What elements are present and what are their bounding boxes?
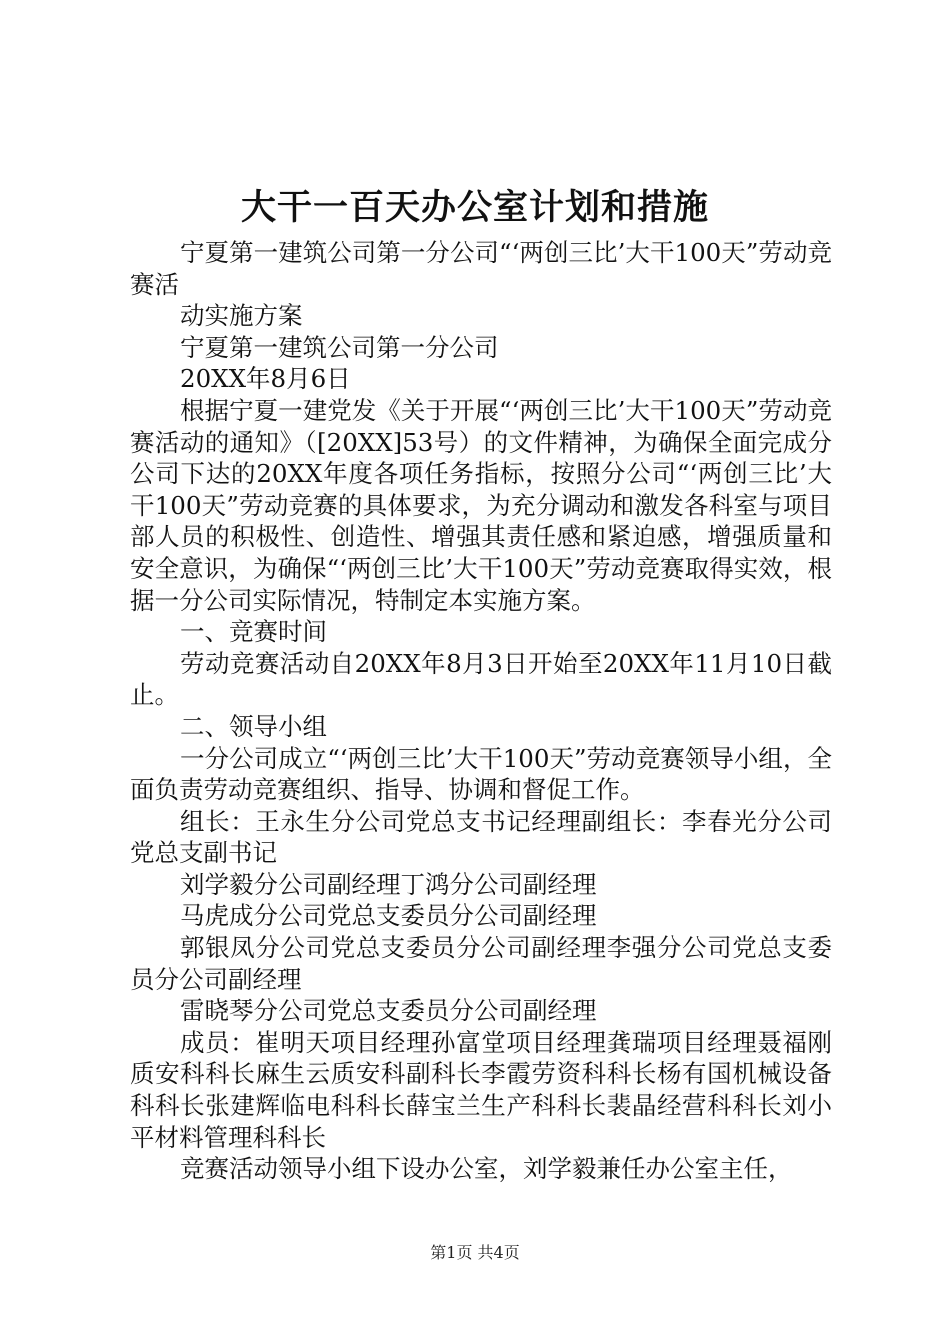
paragraph-4: 20XX年8月6日 xyxy=(180,364,351,394)
paragraph-13: 郭银凤分公司党总支委员分公司副经理李强分公司党总支委员分公司副经理 xyxy=(130,933,832,994)
paragraph-15: 成员：崔明天项目经理孙富堂项目经理龚瑞项目经理聂福刚质安科科长麻生云质安科副科长李霞劳资科科长杨有国机械设备科科长张建辉临电科科长薛宝兰生产科科长裴晶经营科科长刘小平材料管理科科长 xyxy=(130,1027,832,1152)
paragraph-8: 二、领导小组 xyxy=(180,711,327,741)
paragraph-14: 雷晓琴分公司党总支委员分公司副经理 xyxy=(180,996,597,1026)
page-footer: 第1页 共4页 xyxy=(430,1243,520,1262)
paragraph-11: 刘学毅分公司副经理丁鸿分公司副经理 xyxy=(180,869,597,899)
paragraph-2: 动实施方案 xyxy=(180,301,303,331)
paragraph-9: 一分公司成立“‘两创三比’大干100天”劳动竞赛领导小组，全面负责劳动竞赛组织、指导、协调和督促工作。 xyxy=(130,743,832,805)
paragraph-3: 宁夏第一建筑公司第一分公司 xyxy=(180,332,499,362)
paragraph-16: 竞赛活动领导小组下设办公室，刘学毅兼任办公室主任， xyxy=(180,1154,793,1184)
paragraph-6: 一、竞赛时间 xyxy=(180,617,327,647)
document-body xyxy=(130,237,832,1185)
paragraph-10: 组长：王永生分公司党总支书记经理副组长：李春光分公司党总支副书记 xyxy=(130,806,832,868)
paragraph-5: 根据宁夏一建党发《关于开展“‘两创三比’大干100天”劳动竞赛活动的通知》（[20XX]53号）的文件精神，为确保全面完成分公司下达的20XX年度各项任务指标，按照分公司“‘两创三比’大干100天”劳动竞赛的具体要求，为充分调动和激发各科室与项目部人员的积极性、创造性、增强其责任感和紧迫感，增强质量和安全意识，为确保“‘两创三比’大干100天”劳动竞赛取得实效，根据一分公司实际情况，特制定本实施方案。 xyxy=(130,395,832,615)
paragraph-7: 劳动竞赛活动自20XX年8月3日开始至20XX年11月10日截止。 xyxy=(130,648,832,710)
document-title: 大干一百天办公室计划和措施 xyxy=(240,187,709,228)
paragraph-12: 马虎成分公司党总支委员分公司副经理 xyxy=(180,901,597,931)
paragraph-1: 宁夏第一建筑公司第一分公司“‘两创三比’大干100天”劳动竞赛活 xyxy=(130,238,832,299)
